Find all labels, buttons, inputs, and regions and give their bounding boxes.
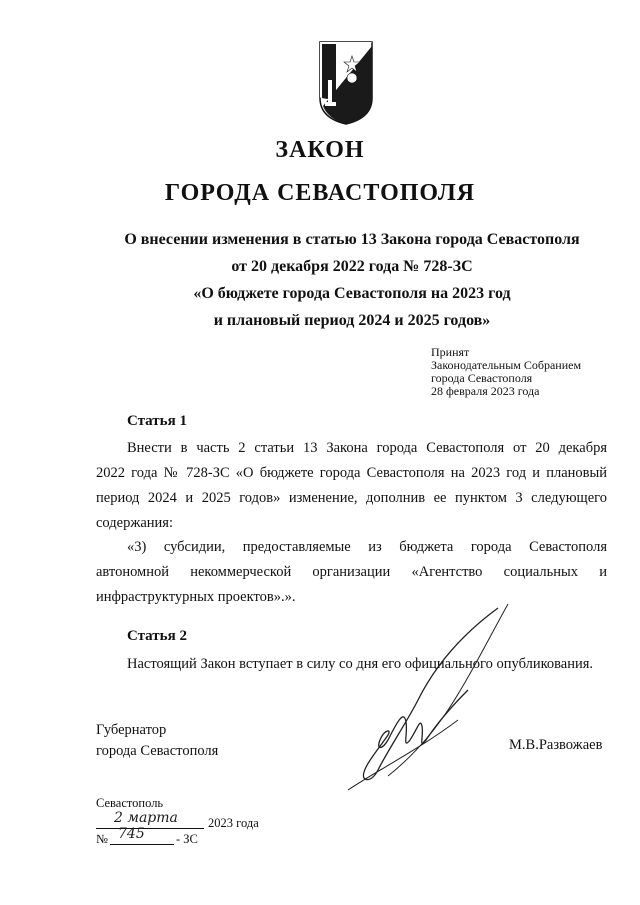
adoption-line: Законодательным Собранием [431,358,582,372]
paragraph-line: содержания: [96,515,174,531]
date-underline [96,828,204,829]
article-2-heading: Статья 2 [127,628,187,644]
article-1-heading: Статья 1 [127,413,187,429]
paragraph-line: Внести в часть 2 статьи 13 Закона города Севастополя от 20 декабря [127,440,607,456]
coat-of-arms-icon [318,40,374,126]
subtitle-line: от 20 декабря 2022 года № 728-ЗС [231,258,473,275]
date-year: 2023 года [208,816,259,830]
article-1-paragraph-2 [96,535,607,610]
handwritten-signature-icon [318,600,518,800]
document-type-title: ЗАКОН [275,137,365,163]
signatory-position [96,720,218,762]
paragraph-line: Настоящий Закон вступает в силу со дня его официального опубликования. [127,656,594,672]
number-underline [110,844,174,845]
position-line: Губернатор [96,722,167,738]
signatory-name: М.В.Развожаев [509,737,603,753]
number-suffix: - ЗС [176,832,198,846]
adoption-line: Принят [431,345,470,359]
law-number [96,826,296,850]
adoption-note [431,346,581,398]
signing-place: Севастополь [96,796,164,810]
article-1-paragraph-1 [96,436,607,536]
handwritten-date: 2 марта [114,810,178,826]
adoption-line: 28 февраля 2023 года [431,384,540,398]
law-subject-title [96,226,608,334]
adoption-line: города Севастополя [431,371,533,385]
paragraph-line: «3) субсидии, предоставляемые из бюджета города Севастополя [127,539,607,555]
issuer-title: ГОРОДА СЕВАСТОПОЛЯ [164,180,476,206]
subtitle-line: и плановый период 2024 и 2025 годов» [213,312,491,329]
position-line: города Севастополя [96,743,219,759]
subtitle-line: «О бюджете города Севастополя на 2023 год [193,285,511,302]
handwritten-number: 745 [118,826,145,842]
subtitle-line: О внесении изменения в статью 13 Закона города Севастополя [124,231,580,248]
paragraph-line: 2022 года № 728-ЗС «О бюджете города Севастополя на 2023 год и плановый [96,465,607,481]
number-prefix: № [96,832,108,846]
paragraph-line: автономной некоммерческой организации «Агентство социальных и [96,564,607,580]
paragraph-line: период 2024 и 2025 годов» изменение, дополнив ее пунктом 3 следующего [96,490,607,506]
paragraph-line: инфраструктурных проектов».». [96,589,296,605]
